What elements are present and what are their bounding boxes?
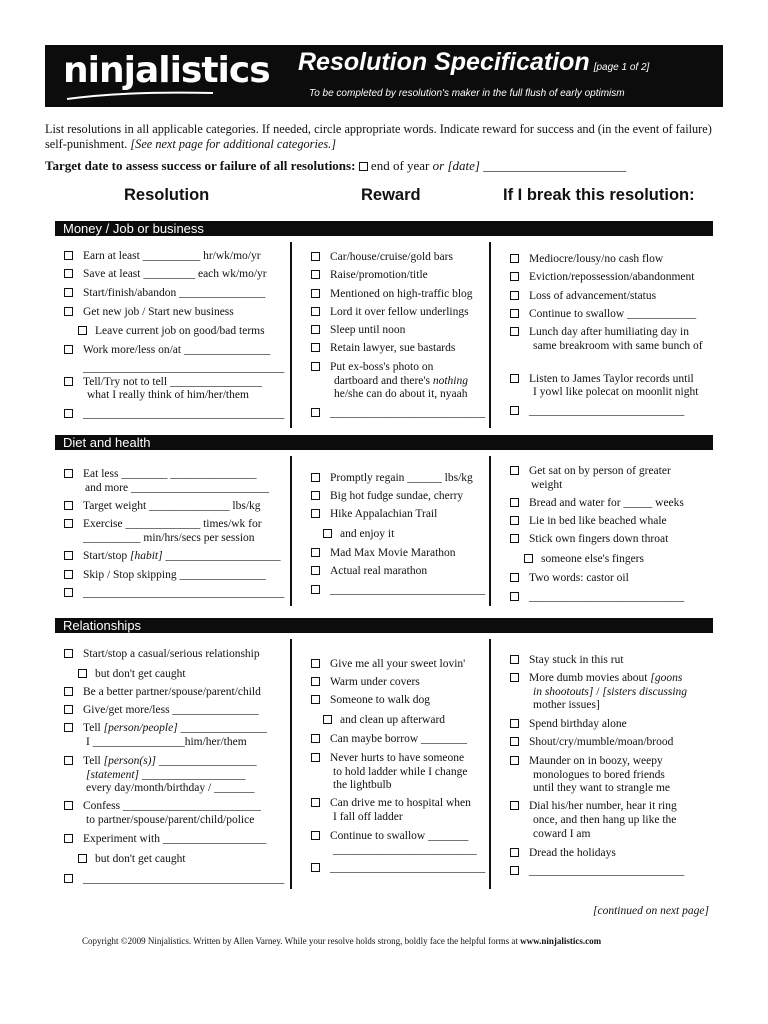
column-header-break: If I break this resolution:	[503, 186, 695, 204]
checkbox[interactable]	[311, 734, 320, 743]
checkbox[interactable]	[323, 715, 332, 724]
checkbox[interactable]	[64, 345, 73, 354]
section-money: Money / Job or business	[55, 221, 713, 236]
checkbox[interactable]	[311, 659, 320, 668]
checkbox[interactable]	[510, 309, 519, 318]
instructions: List resolutions in all applicable categories. If needed, circle appropriate words. Indicate reward for success and (in the event of failure) self-punishment. [See next page for additional categories.]	[45, 122, 712, 151]
checkbox[interactable]	[510, 406, 519, 415]
item-continuation: and more ________________________	[85, 482, 269, 494]
checkbox[interactable]	[311, 325, 320, 334]
checkbox[interactable]	[311, 491, 320, 500]
item-continuation: [statement] __________________	[86, 769, 246, 781]
item-continuation: to hold ladder while I change	[333, 766, 468, 778]
checkbox[interactable]	[311, 473, 320, 482]
checkbox[interactable]	[64, 801, 73, 810]
page-number: [page 1 of 2]	[593, 62, 650, 73]
checkbox[interactable]	[311, 343, 320, 352]
checkbox[interactable]	[64, 649, 73, 658]
checkbox[interactable]	[64, 874, 73, 883]
website-link[interactable]: www.ninjalistics.com	[520, 936, 602, 946]
checkbox[interactable]	[311, 831, 320, 840]
item-continuation: monologues to bored friends	[533, 769, 665, 781]
column-divider	[489, 242, 491, 428]
document-title: Resolution Specification [page 1 of 2]	[298, 48, 650, 76]
header-banner	[45, 45, 723, 107]
checkbox[interactable]	[323, 529, 332, 538]
checkbox[interactable]	[78, 326, 87, 335]
item-continuation: to partner/spouse/parent/child/police	[86, 814, 255, 826]
section-relationships: Relationships	[55, 618, 713, 633]
checkbox[interactable]	[510, 801, 519, 810]
logo: ninjalistics	[63, 50, 270, 91]
target-date-field[interactable]: ______________________	[483, 158, 627, 173]
checkbox[interactable]	[64, 570, 73, 579]
column-header-resolution: Resolution	[124, 186, 210, 204]
item-continuation: __________ min/hrs/secs per session	[83, 532, 255, 544]
item-continuation: once, and then hang up like the	[533, 814, 677, 826]
section-diet: Diet and health	[55, 435, 713, 450]
checkbox[interactable]	[64, 409, 73, 418]
blank-line[interactable]: ___________________________________	[83, 362, 285, 374]
blank-line[interactable]: _________________________	[333, 844, 477, 856]
checkbox[interactable]	[311, 252, 320, 261]
checkbox[interactable]	[510, 516, 519, 525]
item-continuation: he/she can do about it, nyaah	[334, 388, 468, 400]
checkbox[interactable]	[64, 307, 73, 316]
document-subtitle: To be completed by resolution's maker in the full flush of early optimism	[309, 88, 625, 99]
checkbox[interactable]	[510, 848, 519, 857]
item-continuation: I ________________him/her/them	[86, 736, 247, 748]
item-continuation: mother issues]	[533, 699, 600, 711]
checkbox[interactable]	[311, 798, 320, 807]
checkbox[interactable]	[311, 695, 320, 704]
column-divider	[489, 639, 491, 889]
column-divider	[290, 242, 292, 428]
checkbox[interactable]	[64, 501, 73, 510]
checkbox[interactable]	[510, 673, 519, 682]
checkbox[interactable]	[510, 327, 519, 336]
checkbox[interactable]	[311, 289, 320, 298]
checkbox[interactable]	[64, 469, 73, 478]
checkbox[interactable]	[78, 669, 87, 678]
checkbox[interactable]	[64, 251, 73, 260]
checkbox[interactable]	[311, 270, 320, 279]
resolution-form: ninjalistics Resolution Specification [page 1 of 2] To be completed by resolution's maker in the full flush of early optimism List resolutions in all applicable categories. If needed, circle appropriate words. Indicate reward for success and (in the event of failure) self-punishment. [See next page for additional categories.] Target date to assess success or failure of all resolutions: end of year or [date] ______________________ Resolution Reward If I break this resolution: Money / Job or business Diet and health Relationships Earn at least __________ hr/wk/mo/yr Save at least _________ each wk/mo/yr Start/finish/abandon _______________ Get new job / Start new business Leave current job on good/bad terms Work more/less on/at _______________ ___________________________________ Tell/Try not to tell ________________ what I really think of him/her/them ___________________________________ Car/house/cruise/gold bars Raise/promotion/title Mentioned on high-traffic blog Lord it over fellow underlings Sleep until noon Retain lawyer, sue bastards Put ex-boss's photo on dartboard and there's nothing he/she can do about it, nyaah ___________________________ Mediocre/lousy/no cash flow Eviction/repossession/abandonment Loss of advancement/status Continue to swallow ____________ Lunch day after humiliating day in same breakroom with same bunch of Listen to James Taylor records until I yowl like polecat on moonlit night ___________________________ Eat less ________ _______________ and more ________________________ Target weight ______________ lbs/kg Exercise _____________ times/wk for __________ min/hrs/secs per session Start/stop [habit] ____________________ Skip / Stop skipping _______________ ___________________________________ Promptly regain ______ lbs/kg Big hot fudge sundae, cherry Hike Appalachian Trail and enjoy it Mad Max Movie Marathon Actual real marathon ___________________________ Get sat on by person of greater weight Bread and water for _____ weeks Lie in bed like beached whale Stick own fingers down throat someone else's fingers Two words: castor oil ___________________________ Start/stop a casual/serious relationship but don't get caught Be a better partner/spouse/parent/child Give/get more/less _______________ Tell [person/people] _______________ I ________________him/her/them Tell [person(s)] _________________ [statement] __________________ every day/month/birthday / _______ Confess ________________________ to partner/spouse/parent/child/police Experiment with __________________ but don't get caught ___________________________________ Give me all your sweet lovin' Warm under covers Someone to walk dog and clean up afterward Can maybe borrow ________ Never hurts to have someone to hold ladder while I change the lightbulb Can drive me to hospital when I fall off ladder Continue to swallow _______ _________________________ ___________________________ Stay stuck in this rut More dumb movies about [goons in shootouts] / [sisters discussing mother issues] Spend birthday alone Shout/cry/mumble/moan/brood Maunder on in boozy, weepy monologues to bored friends until they want to strangle me Dial his/her number, hear it ring once, and then hang up like the coward I am Dread the holidays ___________________________ [continued on next page] Copyright ©2009 Ninjalistics. Written by Allen Varney. While your resolve holds strong, boldly face the helpful forms at www.ninjalistics.com	[0, 0, 768, 1024]
checkbox[interactable]	[64, 756, 73, 765]
checkbox[interactable]	[64, 705, 73, 714]
checkbox[interactable]	[510, 498, 519, 507]
checkbox[interactable]	[524, 554, 533, 563]
checkbox[interactable]	[510, 719, 519, 728]
checkbox[interactable]	[64, 687, 73, 696]
checkbox[interactable]	[311, 677, 320, 686]
instructions-note: [See next page for additional categories.]	[130, 137, 336, 151]
checkbox[interactable]	[510, 291, 519, 300]
continued-note: [continued on next page]	[593, 905, 709, 917]
checkbox[interactable]	[510, 866, 519, 875]
checkbox[interactable]	[311, 566, 320, 575]
item-continuation: weight	[531, 479, 563, 491]
checkbox[interactable]	[510, 466, 519, 475]
checkbox[interactable]	[510, 534, 519, 543]
checkbox[interactable]	[510, 272, 519, 281]
item-continuation: coward I am	[533, 828, 591, 840]
checkbox[interactable]	[64, 519, 73, 528]
copyright-line: Copyright ©2009 Ninjalistics. Written by Allen Varney. While your resolve holds strong, boldly face the helpful forms at www.ninjalistics.com	[82, 936, 602, 946]
item-continuation: the lightbulb	[333, 779, 392, 791]
checkbox[interactable]	[64, 269, 73, 278]
column-divider	[290, 456, 292, 606]
checkbox[interactable]	[64, 588, 73, 597]
checkbox[interactable]	[64, 288, 73, 297]
checkbox[interactable]	[510, 655, 519, 664]
item-continuation: until they want to strangle me	[533, 782, 671, 794]
target-date-line: Target date to assess success or failure of all resolutions: end of year or [date] ______________________	[45, 158, 627, 173]
item-continuation: I fall off ladder	[333, 811, 403, 823]
checkbox[interactable]	[311, 585, 320, 594]
item-continuation: every day/month/birthday / _______	[86, 782, 255, 794]
checkbox[interactable]	[311, 408, 320, 417]
checkbox[interactable]	[510, 254, 519, 263]
checkbox[interactable]	[311, 509, 320, 518]
checkbox[interactable]	[64, 551, 73, 560]
end-of-year-checkbox[interactable]	[359, 162, 368, 171]
logo-swoosh-icon	[65, 89, 215, 101]
column-divider	[290, 639, 292, 889]
checkbox[interactable]	[311, 863, 320, 872]
checkbox[interactable]	[510, 756, 519, 765]
checkbox[interactable]	[64, 723, 73, 732]
checkbox[interactable]	[510, 737, 519, 746]
checkbox[interactable]	[311, 548, 320, 557]
checkbox[interactable]	[64, 377, 73, 386]
checkbox[interactable]	[510, 573, 519, 582]
item-continuation: I yowl like polecat on moonlit night	[533, 386, 699, 398]
checkbox[interactable]	[510, 592, 519, 601]
checkbox[interactable]	[64, 834, 73, 843]
checkbox[interactable]	[311, 307, 320, 316]
checkbox[interactable]	[78, 854, 87, 863]
item-continuation: dartboard and there's nothing	[334, 375, 468, 387]
checkbox[interactable]	[510, 374, 519, 383]
checkbox[interactable]	[311, 362, 320, 371]
column-divider	[489, 456, 491, 606]
checkbox[interactable]	[311, 753, 320, 762]
item-continuation: in shootouts] / [sisters discussing	[533, 686, 688, 698]
column-header-reward: Reward	[361, 186, 421, 204]
item-continuation: same breakroom with same bunch of	[533, 340, 703, 352]
item-continuation: what I really think of him/her/them	[87, 389, 249, 401]
